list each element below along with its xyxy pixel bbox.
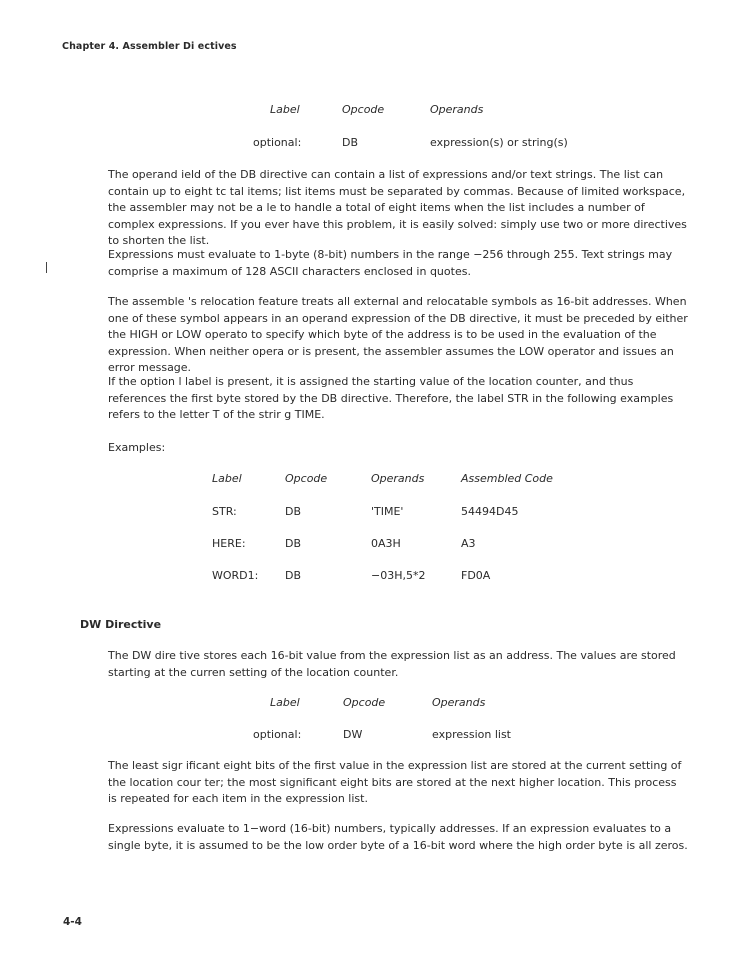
dw-syntax-opcode-header: Opcode xyxy=(343,696,386,709)
table-cell: DB xyxy=(285,505,302,518)
table-cell: WORD1: xyxy=(212,569,259,582)
table-cell: FD0A xyxy=(461,569,491,582)
db-syntax-opcode-value: DB xyxy=(342,136,359,149)
dw-paragraph-3: Expressions evaluate to 1−word (16-bit) numbers, typically addresses. If an expression evaluates to a single byte, it is assumed to be the low order byte of a 16-bit word where the high order byte is all zeros. xyxy=(108,822,688,852)
dw-syntax-label-header: Label xyxy=(270,696,300,709)
table-cell: 0A3H xyxy=(371,537,401,550)
db-paragraph-2: Expressions must evaluate to 1-byte (8-bit) numbers in the range −256 through 255. Text strings may comprise a maximum of 128 ASCII characters enclosed in quotes. xyxy=(108,248,673,278)
table-cell: HERE: xyxy=(212,537,246,550)
dw-syntax-label-value: optional: xyxy=(253,728,302,741)
db-syntax-label-header: Label xyxy=(270,103,300,116)
examples-header-label: Label xyxy=(212,472,242,485)
table-cell: −03H,5*2 xyxy=(371,569,426,582)
db-syntax-operands-value: expression(s) or string(s) xyxy=(430,136,568,149)
dw-paragraph-1: The DW dire tive stores each 16-bit value from the expression list as an address. The values are stored starting at the curren setting of the location counter. xyxy=(108,649,676,679)
chapter-header: Chapter 4. Assembler Di ectives xyxy=(62,41,237,52)
table-cell: A3 xyxy=(461,537,476,550)
examples-label: Examples: xyxy=(108,441,166,454)
examples-header-opcode: Opcode xyxy=(285,472,328,485)
dw-syntax-operands-value: expression list xyxy=(432,728,511,741)
table-cell: 54494D45 xyxy=(461,505,519,518)
table-cell: DB xyxy=(285,569,302,582)
margin-change-bar xyxy=(46,262,47,273)
examples-header-assembled-code: Assembled Code xyxy=(461,472,553,485)
table-cell: STR: xyxy=(212,505,237,518)
dw-syntax-opcode-value: DW xyxy=(343,728,363,741)
db-paragraph-3: The assemble 's relocation feature treats all external and relocatable symbols as 16-bit addresses. When one of these symbol appears in an operand expression of the DB directive, it must be preceded by either the HIGH or LOW operato to specify which byte of the address is to be used in the evaluation of the expression. When neither opera or is present, the assembler assumes the LOW operator and issues an error message. xyxy=(108,295,688,375)
db-syntax-opcode-header: Opcode xyxy=(342,103,385,116)
db-paragraph-4: If the option l label is present, it is assigned the starting value of the location counter, and thus references the first byte stored by the DB directive. Therefore, the label STR in the following examples refers to the letter T of the strir g TIME. xyxy=(108,375,674,422)
db-syntax-operands-header: Operands xyxy=(430,103,484,116)
dw-paragraph-2: The least sigr ificant eight bits of the first value in the expression list are stored at the current setting of the location cour ter; the most significant eight bits are stored at the next higher location. This process is repeated for each item in the expression list. xyxy=(108,759,682,806)
examples-header-operands: Operands xyxy=(371,472,425,485)
db-syntax-label-value: optional: xyxy=(253,136,302,149)
page-number: 4-4 xyxy=(63,916,82,928)
table-cell: 'TIME' xyxy=(371,505,404,518)
dw-directive-heading: DW Directive xyxy=(80,618,162,631)
dw-syntax-operands-header: Operands xyxy=(432,696,486,709)
table-cell: DB xyxy=(285,537,302,550)
db-paragraph-1: The operand ield of the DB directive can contain a list of expressions and/or text strings. The list can contain up to eight tc tal items; list items must be separated by commas. Because of limited workspace, the assembler may not be a le to handle a total of eight items when the list includes a number of complex expressions. If you ever have this problem, it is easily solved: simply use two or more directives to shorten the list. xyxy=(108,168,687,248)
